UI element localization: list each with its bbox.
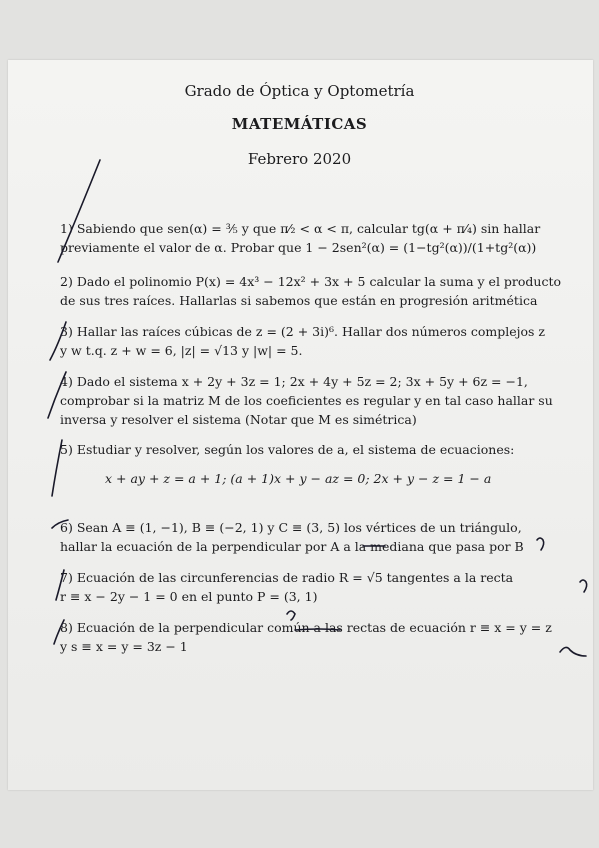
problem-line: 1) Sabiendo que sen(α) = ³⁄₅ y que π⁄₂ < α < π, calcular tg(α + π⁄₄) sin hallar xyxy=(60,221,541,236)
problem-line: 7) Ecuación de las circunferencias de radio R = √5 tangentes a la recta xyxy=(60,570,514,585)
pen-underline xyxy=(295,629,340,630)
pen-stroke xyxy=(48,372,66,418)
pen-squiggle xyxy=(560,647,586,656)
problem-line: inversa y resolver el sistema (Notar que M es simétrica) xyxy=(60,412,417,427)
pen-stroke xyxy=(50,322,66,360)
problem-line: 6) Sean A ≡ (1, −1), B ≡ (−2, 1) y C ≡ (3, 5) los vértices de un triángulo, xyxy=(60,520,522,535)
exam-date: Febrero 2020 xyxy=(247,150,352,168)
pen-stroke xyxy=(537,538,544,550)
problem-line: r ≡ x − 2y − 1 = 0 en el punto P = (3, 1) xyxy=(60,589,318,604)
problem-line: 4) Dado el sistema x + 2y + 3z = 1; 2x + 4y + 5z = 2; 3x + 5y + 6z = −1, xyxy=(60,374,528,389)
pen-stroke xyxy=(56,570,64,600)
problem-line: y s ≡ x = y = 3z − 1 xyxy=(60,639,188,654)
pen-squiggle xyxy=(287,611,295,620)
pen-stroke xyxy=(54,620,64,644)
problem-line: previamente el valor de α. Probar que 1 − 2sen²(α) = (1−tg²(α))/(1+tg²(α)) xyxy=(60,240,537,255)
problem-line: 3) Hallar las raíces cúbicas de z = (2 + 3i)⁶. Hallar dos números complejos z xyxy=(60,324,546,339)
pen-stroke xyxy=(52,520,68,528)
problem-line: y w t.q. z + w = 6, |z| = √13 y |w| = 5. xyxy=(60,343,303,358)
problem-line: 8) Ecuación de la perpendicular común a las rectas de ecuación r ≡ x = y = z xyxy=(60,620,552,635)
problem-line: comprobar si la matriz M de los coeficientes es regular y en tal caso hallar su xyxy=(60,393,553,408)
pen-stroke xyxy=(58,160,100,262)
pen-stroke xyxy=(580,580,587,592)
problem-line: de sus tres raíces. Hallarlas si sabemos que están en progresión aritmética xyxy=(60,293,538,308)
subject-title: MATEMÁTICAS xyxy=(231,115,368,133)
problem-line: 2) Dado el polinomio P(x) = 4x³ − 12x² + 3x + 5 calcular la suma y el producto xyxy=(60,274,562,289)
degree-title: Grado de Óptica y Optometría xyxy=(184,82,415,100)
problem-line: hallar la ecuación de la perpendicular por A a la mediana que pasa por B xyxy=(60,539,524,554)
pen-stroke xyxy=(52,440,62,496)
system-equation: x + ay + z = a + 1; (a + 1)x + y − az = 0; 2x + y − z = 1 − a xyxy=(105,471,492,486)
problem-line: 5) Estudiar y resolver, según los valores de a, el sistema de ecuaciones: xyxy=(60,442,515,457)
